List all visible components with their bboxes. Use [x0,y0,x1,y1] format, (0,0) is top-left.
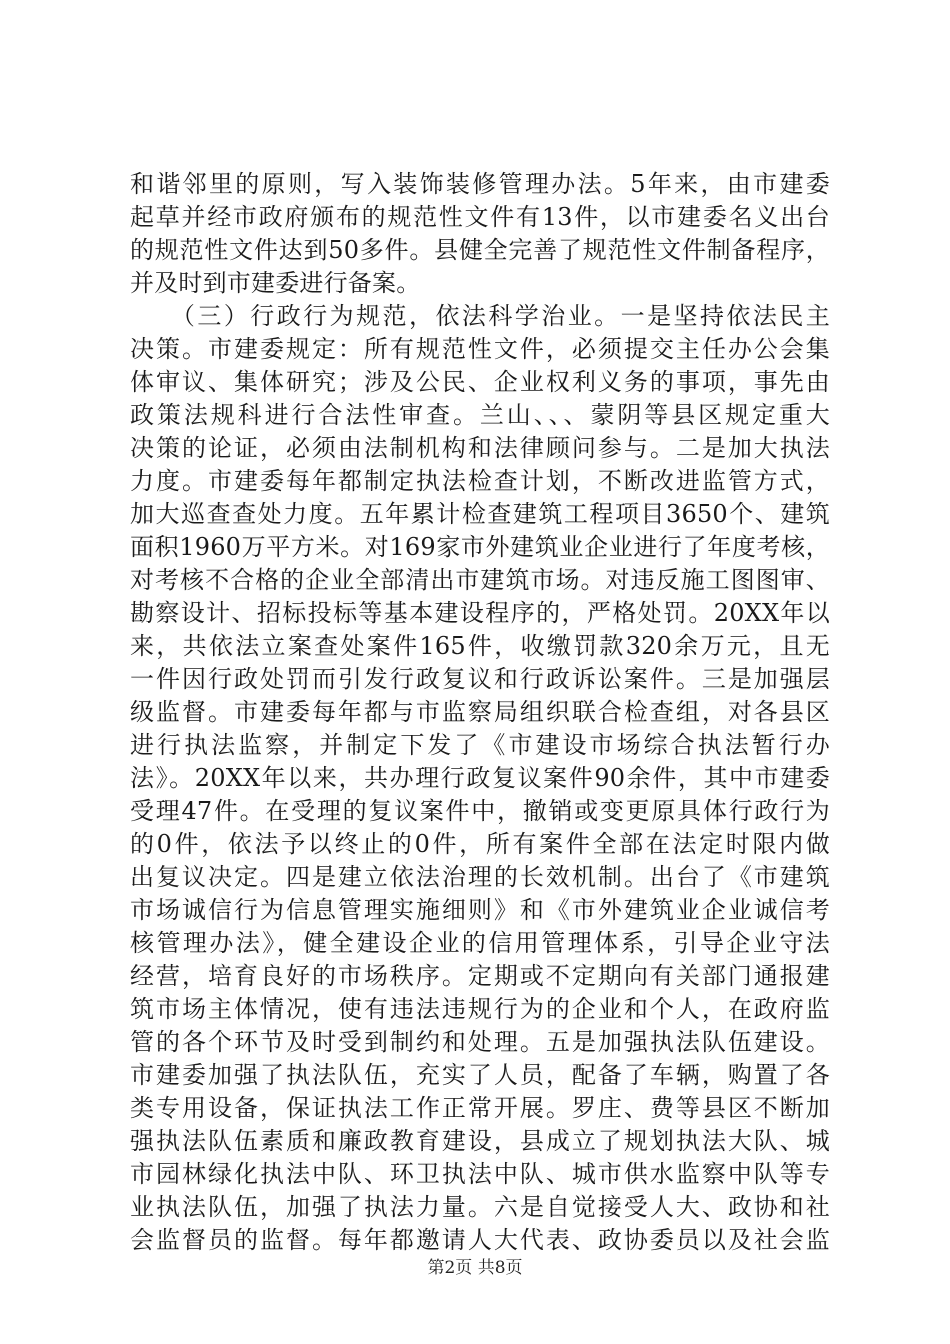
text-line: 进行执法监察，并制定下发了《市建设市场综合执法暂行办 [130,731,830,759]
text-line: 的0件，依法予以终止的0件，所有案件全部在法定时限内做 [130,830,830,858]
text-line: 级监督。市建委每年都与市监察局组织联合检查组，对各县区 [130,698,830,726]
text-line: 一件因行政处罚而引发行政复议和行政诉讼案件。三是加强层 [130,665,830,693]
text-line: 强执法队伍素质和廉政教育建设，县成立了规划执法大队、城 [130,1127,830,1155]
text-line: 受理47件。在受理的复议案件中，撤销或变更原具体行政行为 [130,797,830,825]
text-line: 勘察设计、招标投标等基本建设程序的，严格处罚。20XX年以 [130,599,830,627]
text-line: 决策的论证，必须由法制机构和法律顾问参与。二是加大执法 [130,434,830,462]
text-line: 起草并经市政府颁布的规范性文件有13件，以市建委名义出台 [130,203,830,231]
text-line: 和谐邻里的原则，写入装饰装修管理办法。5年来，由市建委 [130,170,830,198]
text-line: 筑市场主体情况，使有违法违规行为的企业和个人，在政府监 [130,995,830,1023]
text-line: 管的各个环节及时受到制约和处理。五是加强执法队伍建设。 [130,1028,830,1056]
text-line: 加大巡查查处力度。五年累计检查建筑工程项目3650个、建筑 [130,500,830,528]
text-line: 体审议、集体研究；涉及公民、企业权利义务的事项，事先由 [130,368,830,396]
text-line: 对考核不合格的企业全部清出市建筑市场。对违反施工图图审、 [130,566,830,594]
text-line: 并及时到市建委进行备案。 [130,269,421,297]
page-number: 第2页 共8页 [427,1258,523,1278]
text-line: 核管理办法》，健全建设企业的信用管理体系，引导企业守法 [130,929,830,957]
text-line: 面积1960万平方米。对169家市外建筑业企业进行了年度考核， [130,533,830,561]
text-line: 类专用设备，保证执法工作正常开展。罗庄、费等县区不断加 [130,1094,830,1122]
text-line: 决策。市建委规定：所有规范性文件，必须提交主任办公会集 [130,335,830,363]
text-line: 会监督员的监督。每年都邀请人大代表、政协委员以及社会监 [130,1226,830,1254]
text-line: 出复议决定。四是建立依法治理的长效机制。出台了《市建筑 [130,863,830,891]
text-line: 市场诚信行为信息管理实施细则》和《市外建筑业企业诚信考 [130,896,830,924]
text-line: 市建委加强了执法队伍，充实了人员，配备了车辆，购置了各 [130,1061,830,1089]
text-line: 法》。20XX年以来，共办理行政复议案件90余件，其中市建委 [130,764,830,792]
text-line: 的规范性文件达到50多件。县健全完善了规范性文件制备程序， [130,236,830,264]
text-line: 市园林绿化执法中队、环卫执法中队、城市供水监察中队等专 [130,1160,830,1188]
text-line: 业执法队伍，加强了执法力量。六是自觉接受人大、政协和社 [130,1193,830,1221]
text-line: （三）行政行为规范，依法科学治业。一是坚持依法民主 [130,302,830,330]
text-line: 来，共依法立案查处案件165件，收缴罚款320余万元，且无 [130,632,830,660]
text-line: 力度。市建委每年都制定执法检查计划，不断改进监管方式， [130,467,830,495]
page-footer [0,1253,950,1278]
text-line: 经营，培育良好的市场秩序。定期或不定期向有关部门通报建 [130,962,830,990]
text-line: 政策法规科进行合法性审查。兰山、、、蒙阴等县区规定重大 [130,401,830,429]
body-text [130,168,830,1257]
